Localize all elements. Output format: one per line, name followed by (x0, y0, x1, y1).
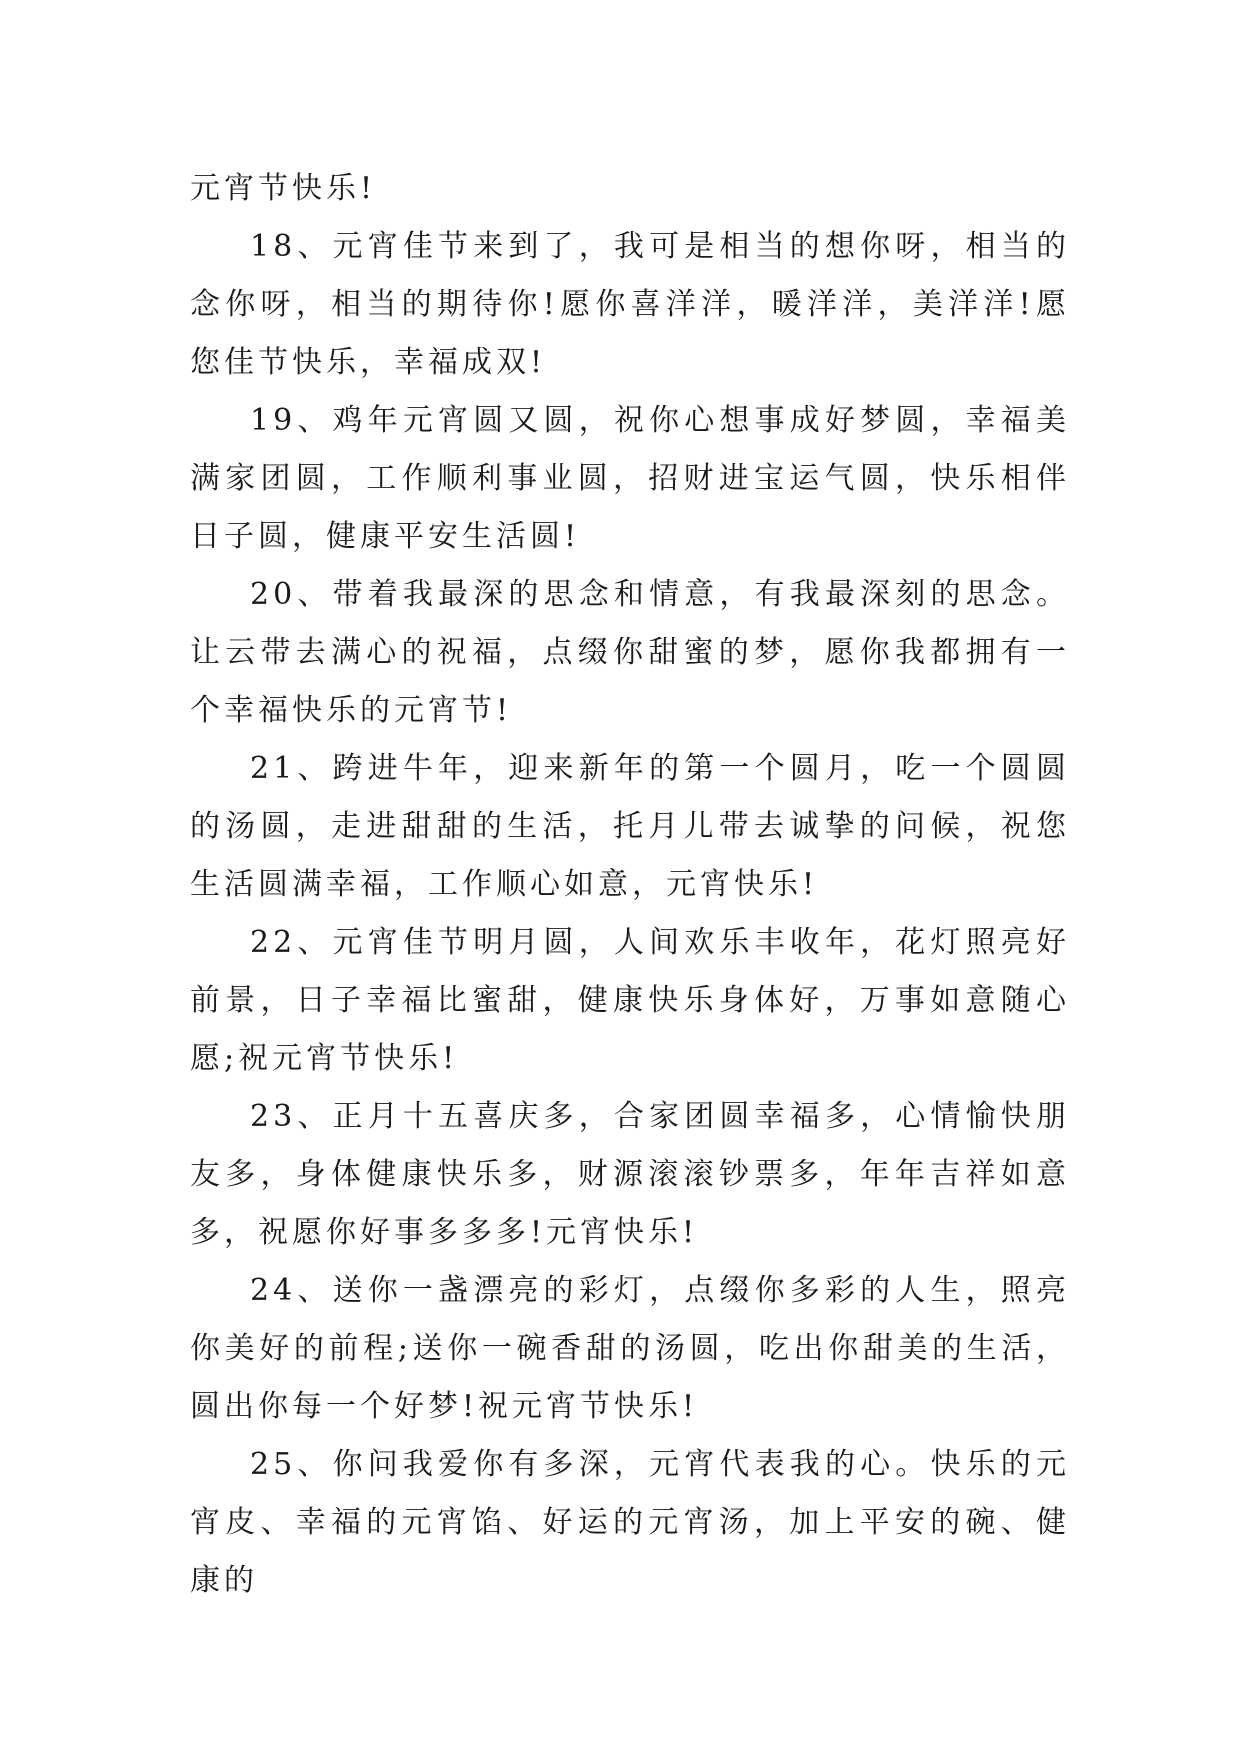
paragraph-19: 19、鸡年元宵圆又圆，祝你心想事成好梦圆，幸福美满家团圆，工作顺利事业圆，招财进宝运气圆，快乐相伴日子圆，健康平安生活圆! (190, 403, 1070, 554)
paragraph-22: 22、元宵佳节明月圆，人间欢乐丰收年，花灯照亮好前景，日子幸福比蜜甜，健康快乐身体好，万事如意随心愿;祝元宵节快乐! (190, 925, 1070, 1076)
paragraph-20: 20、带着我最深的思念和情意，有我最深刻的思念。让云带去满心的祝福，点缀你甜蜜的梦，愿你我都拥有一个幸福快乐的元宵节! (190, 577, 1070, 728)
paragraph-23: 23、正月十五喜庆多，合家团圆幸福多，心情愉快朋友多，身体健康快乐多，财源滚滚钞票多，年年吉祥如意多，祝愿你好事多多多!元宵快乐! (190, 1099, 1070, 1250)
paragraph-18: 18、元宵佳节来到了，我可是相当的想你呀，相当的念你呀，相当的期待你!愿你喜洋洋，暖洋洋，美洋洋!愿您佳节快乐，幸福成双! (190, 229, 1070, 380)
paragraph-25: 25、你问我爱你有多深，元宵代表我的心。快乐的元宵皮、幸福的元宵馅、好运的元宵汤，加上平安的碗、健康的 (190, 1447, 1070, 1598)
paragraph-continuation: 元宵节快乐! (190, 171, 377, 206)
paragraph-24: 24、送你一盏漂亮的彩灯，点缀你多彩的人生，照亮你美好的前程;送你一碗香甜的汤圆，吃出你甜美的生活，圆出你每一个好梦!祝元宵节快乐! (190, 1273, 1070, 1424)
paragraph-21: 21、跨进牛年，迎来新年的第一个圆月，吃一个圆圆的汤圆，走进甜甜的生活，托月儿带去诚挚的问候，祝您生活圆满幸福，工作顺心如意，元宵快乐! (190, 751, 1070, 902)
document-body (190, 160, 1070, 1610)
